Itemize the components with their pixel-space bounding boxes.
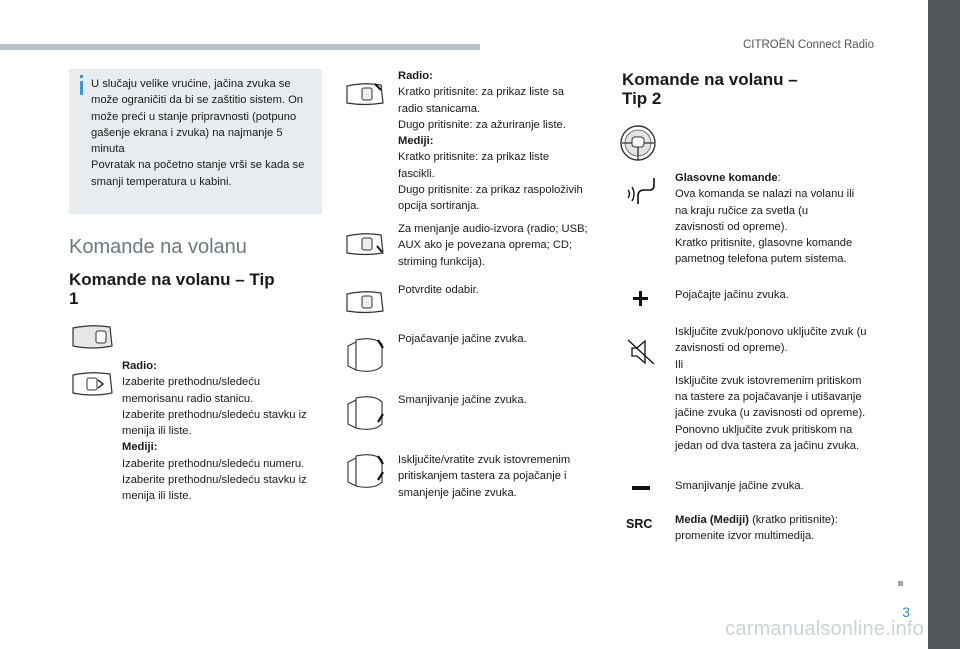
- info-note-text: U slučaju velike vrućine, jačina zvuka se može ograničiti da bi se zaštitio sistem. On može preći u stanje pripravnosti (potpuno gašenje ekrana i zvuka) na najmanje 5 minuta Povratak na početno stanje vrši se kada se smanji temperatura u kabini.: [91, 78, 305, 188]
- volume-up-stalk-icon: [344, 336, 386, 379]
- type1-end-press-desc: [398, 68, 588, 215]
- voice-command-icon: [624, 174, 658, 213]
- src-text: (kratko pritisnite): promenite izvor multimedija.: [675, 514, 838, 543]
- voice-label: Glasovne komande: [675, 172, 778, 184]
- item2-text: Za menjanje audio-izvora (radio; USB; AUX ako je povezana oprema; CD; striming funkcija).: [398, 223, 588, 268]
- plus-icon-v: [639, 291, 642, 306]
- stalk-end-press-icon: [345, 80, 385, 113]
- type1-media-label: Mediji:: [122, 441, 158, 454]
- mute-stalk-icon: [344, 452, 386, 495]
- heading-type2: Komande na volanu – Tip 2: [622, 70, 798, 108]
- minus-icon: [632, 486, 650, 490]
- voice-text: : Ova komanda se nalazi na volanu ili na kraju ručice za svetla (u zavisnosti od opreme). Kratko pritisnite, glasovne komande pametnog telefona putem sistema.: [675, 172, 855, 266]
- stalk-rotate-icon: [345, 230, 385, 263]
- minus-text: Smanjivanje jačine zvuka.: [675, 480, 804, 492]
- item6-text: Isključite/vratite zvuk istovremenim pritiskanjem tastera za pojačanje i smanjenje jačine zvuka.: [398, 454, 571, 499]
- src-icon: SRC: [626, 517, 653, 531]
- item3-text: Potvrdite odabir.: [398, 284, 479, 296]
- type1-media-text: Izaberite prethodnu/sledeću numeru. Izaberite prethodnu/sledeću stavku iz menija ili liste.: [122, 457, 307, 503]
- heading-type1: Komande na volanu – Tip 1: [69, 270, 275, 308]
- src-desc: [675, 512, 860, 545]
- page-marker: [898, 581, 903, 586]
- item1-radio-label: Radio:: [398, 70, 433, 82]
- plus-icon: [632, 290, 650, 308]
- info-icon-dot: [80, 75, 83, 78]
- page-edge-strip: [928, 0, 960, 649]
- stalk-wheel-icon: [70, 369, 114, 404]
- steering-stalk-icon: [70, 322, 114, 357]
- type1-radio-label: Radio:: [122, 360, 157, 372]
- mute-icon: [626, 337, 656, 372]
- watermark: carmanualsonline.info: [725, 618, 924, 640]
- header-brand: CITROËN Connect Radio: [742, 39, 874, 51]
- stalk-confirm-icon: [345, 288, 385, 321]
- header-rule: [0, 44, 480, 50]
- type1-radio-desc: [122, 358, 317, 505]
- item1-media-text: Kratko pritisnite: za prikaz liste fascikli. Dugo pritisnite: za prikaz raspoloživih opcija sortiranja.: [398, 151, 583, 213]
- steering-wheel-icon: [618, 124, 658, 167]
- item1-radio-text: Kratko pritisnite: za prikaz liste sa radio stanicama. Dugo pritisnite: za ažuriranje liste.: [398, 86, 566, 131]
- plus-text: Pojačajte jačinu zvuka.: [675, 289, 789, 301]
- section-title: Komande na volanu: [69, 236, 247, 258]
- item4-text: Pojačavanje jačine zvuka.: [398, 333, 527, 345]
- src-label: Media (Mediji): [675, 514, 749, 526]
- item1-media-label: Mediji:: [398, 135, 434, 148]
- voice-command-desc: [675, 170, 860, 268]
- volume-down-stalk-icon: [344, 394, 386, 437]
- page-number: 3: [902, 604, 910, 620]
- mute-text: Isključite zvuk/ponovo uključite zvuk (u zavisnosti od opreme). Ili Isključite zvuk istovremenim pritiskom na tastere za pojačavanje i utišavanje jačine zvuka (u zavisnosti od opreme). Ponovno uključite zvuk pritiskom na jedan od dva tastera za jačinu zvuka.: [675, 326, 867, 453]
- item5-text: Smanjivanje jačine zvuka.: [398, 394, 527, 406]
- type1-radio-text: Izaberite prethodnu/sledeću memorisanu radio stanicu. Izaberite prethodnu/sledeću stavku iz menija ili liste.: [122, 376, 307, 438]
- info-icon: [80, 81, 83, 95]
- info-note: [69, 69, 322, 214]
